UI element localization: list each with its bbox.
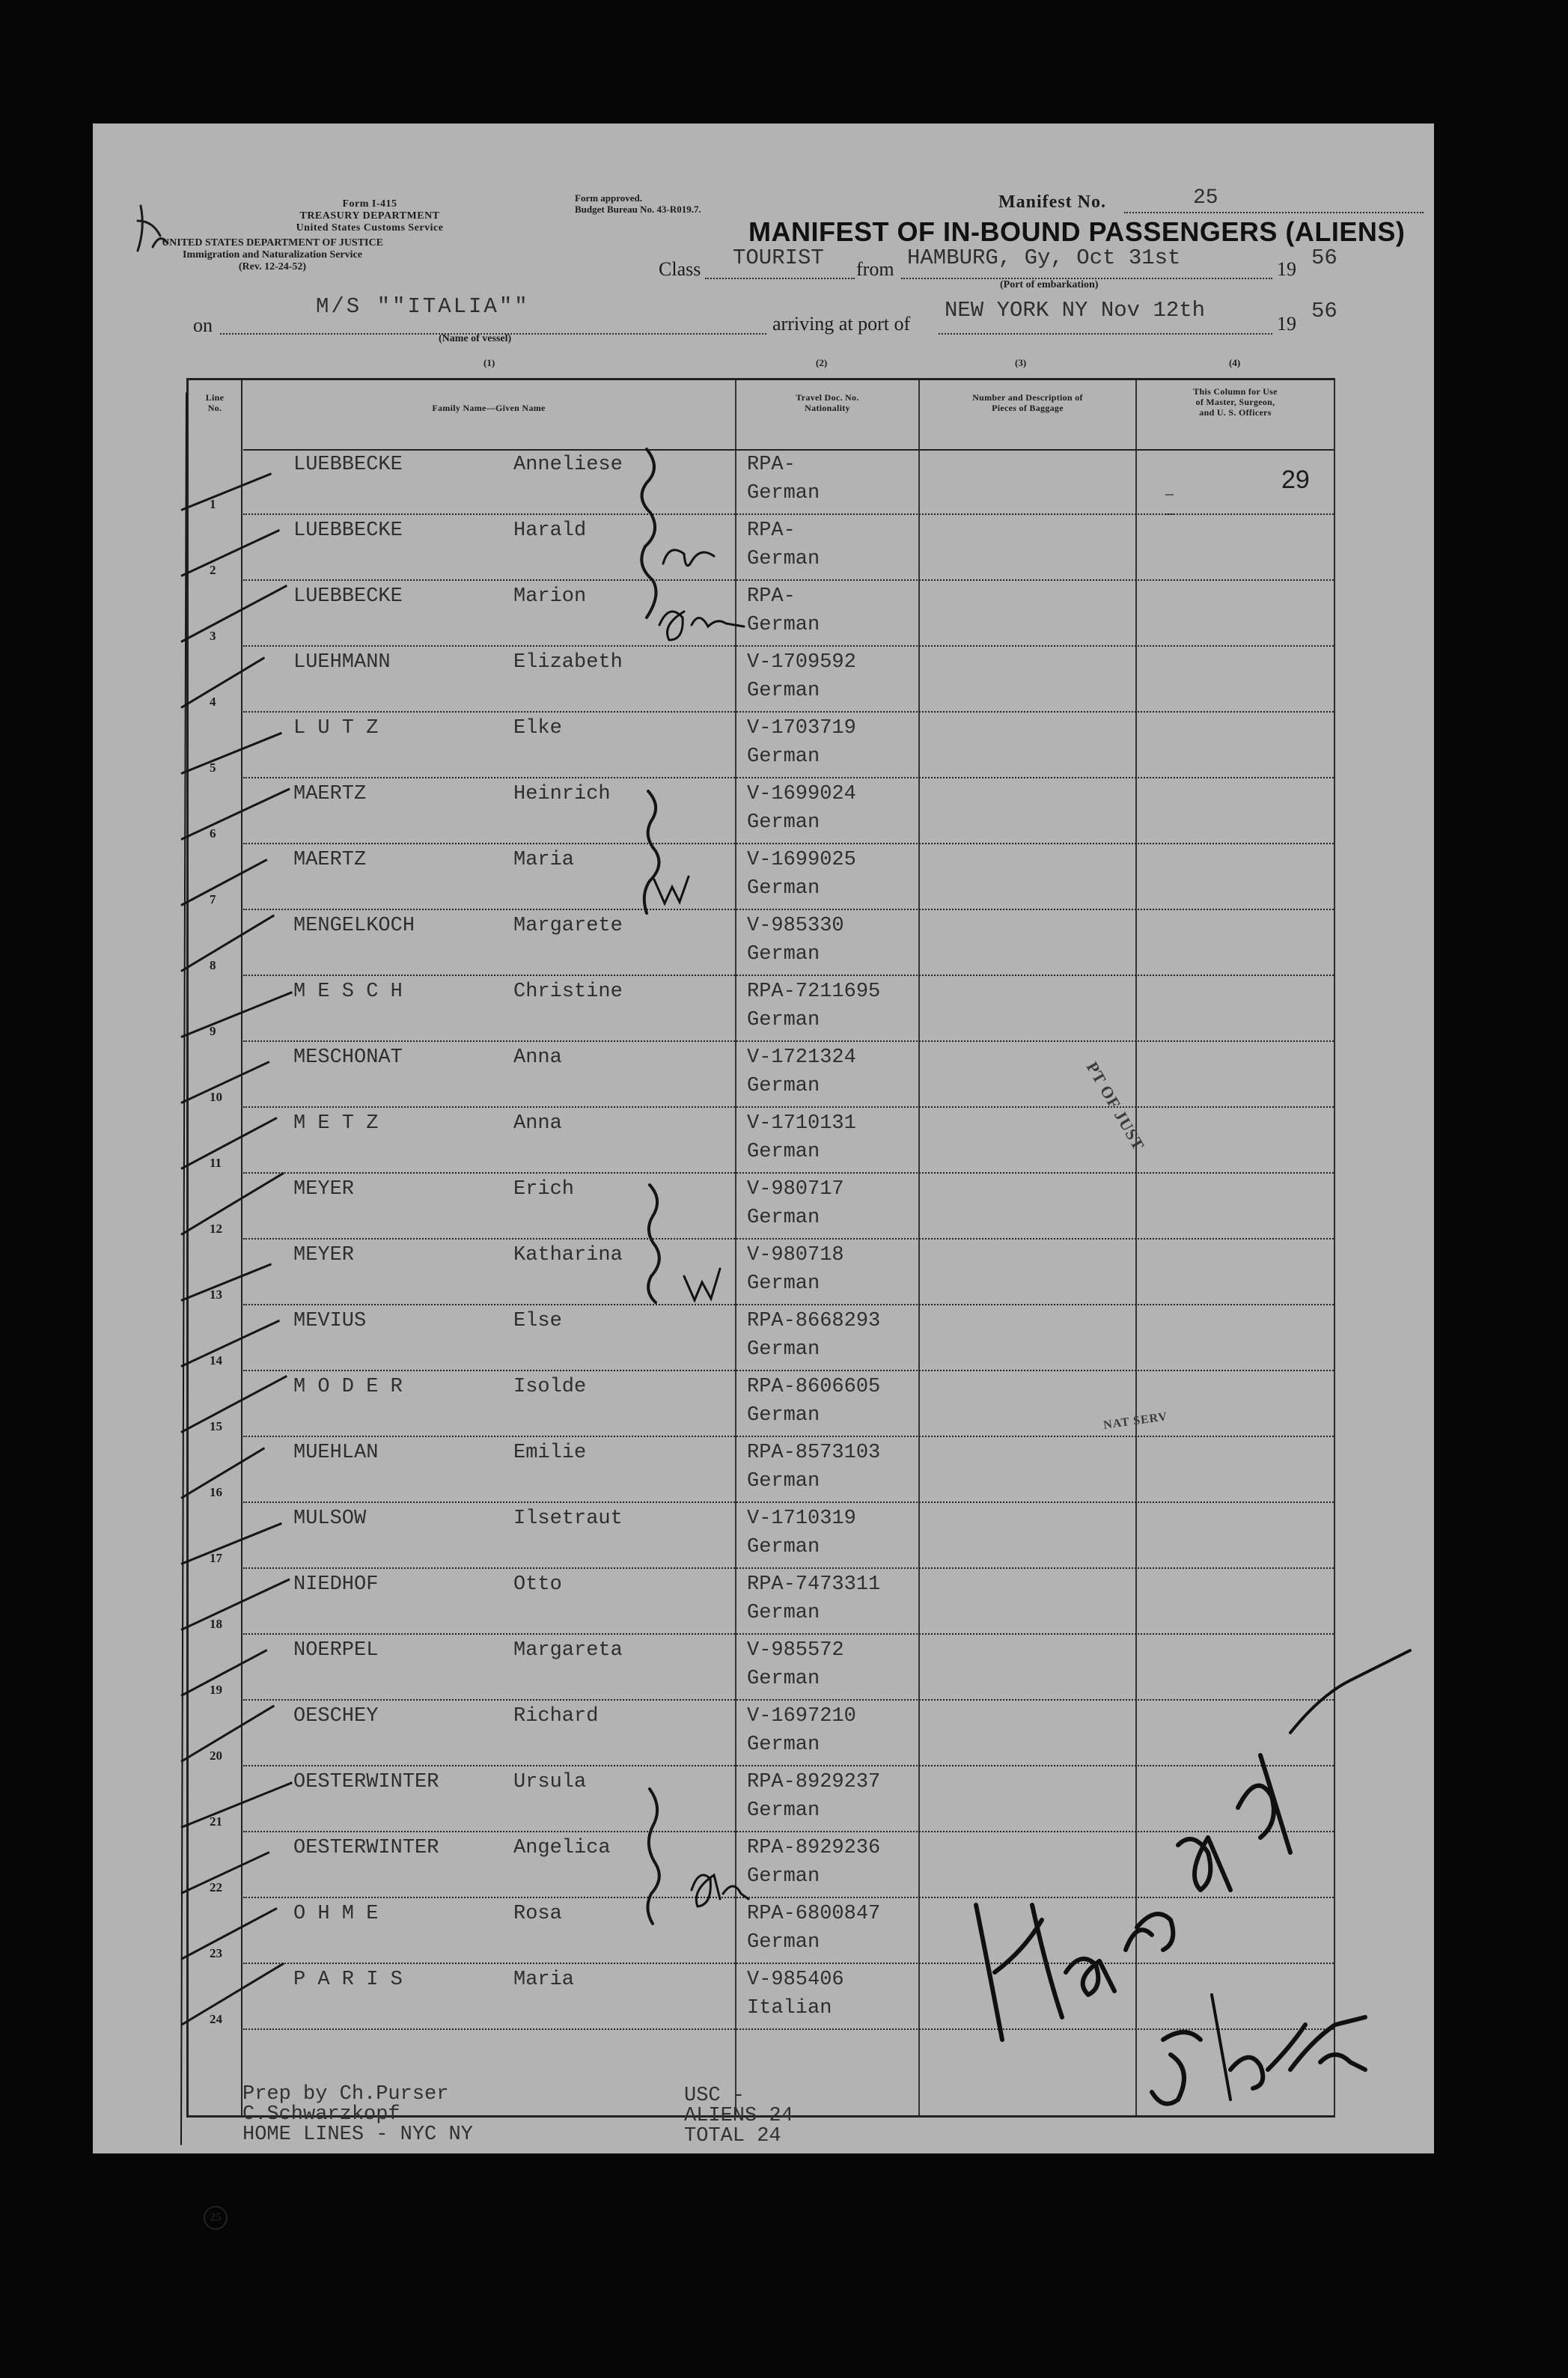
column-number: (2) (816, 357, 828, 368)
header-text: Line (205, 392, 225, 403)
vessel-caption: (Name of vessel) (439, 333, 512, 344)
travel-doc-number: V-1697210 (747, 1705, 856, 1728)
travel-doc-number: V-985406 (747, 1969, 844, 1991)
line-number: 21 (210, 1814, 222, 1829)
given-name: Margarete (513, 915, 623, 937)
travel-doc-number: RPA-7473311 (747, 1573, 881, 1596)
header-text: Travel Doc. No. (796, 392, 859, 403)
family-name: MULSOW (293, 1507, 367, 1530)
family-name: OESTERWINTER (293, 1837, 439, 1859)
dau-note (692, 1875, 748, 1906)
travel-doc-number: V-1709592 (747, 651, 856, 674)
nationality: German (747, 1272, 820, 1295)
family-name: MAERTZ (293, 849, 367, 871)
w-note (684, 1269, 720, 1300)
family-name: MENGELKOCH (293, 915, 415, 937)
given-name: Angelica (513, 1837, 611, 1859)
given-name: Richard (513, 1705, 599, 1728)
nationality: German (747, 877, 820, 900)
family-name: MEYER (293, 1178, 355, 1201)
header-name: Family Name—Given Name (432, 403, 546, 413)
line-number: 16 (210, 1485, 222, 1499)
given-name: Marion (513, 585, 587, 608)
year-value: 56 (1311, 246, 1337, 270)
header-text: and U. S. Officers (1199, 407, 1272, 418)
nationality: German (747, 1009, 820, 1031)
vessel-value: M/S ""ITALIA"" (316, 294, 530, 319)
line-number: 14 (210, 1353, 222, 1368)
arriving-label: arriving at port of (772, 313, 911, 335)
family-name: NOERPEL (293, 1639, 379, 1662)
approval-line: Budget Bureau No. 43-R019.7. (575, 204, 701, 215)
given-name: Maria (513, 849, 575, 871)
dept-line: Immigration and Naturalization Service (183, 249, 362, 260)
travel-doc-number: RPA-8929237 (747, 1771, 881, 1793)
line-number: 2 (210, 563, 216, 577)
column-number: (3) (1015, 357, 1027, 368)
nationality: German (747, 1141, 820, 1163)
totals-line: ALIENS 24 (684, 2105, 793, 2127)
given-name: Ilsetraut (513, 1507, 623, 1530)
family-name: OESCHEY (293, 1705, 379, 1728)
travel-doc-number: RPA-8929236 (747, 1837, 881, 1859)
given-name: Harald (513, 519, 587, 542)
nationality: German (747, 614, 820, 636)
line-number: 18 (210, 1617, 222, 1631)
nationality: German (747, 1207, 820, 1229)
line-number: 13 (210, 1287, 222, 1302)
line-number: 1 (210, 497, 216, 511)
manifest-page (93, 124, 1434, 2224)
travel-doc-number: V-980717 (747, 1178, 844, 1201)
class-label: Class (659, 258, 701, 280)
line-number: 5 (210, 760, 216, 775)
given-name: Otto (513, 1573, 562, 1596)
totals-line: TOTAL 24 (684, 2125, 781, 2147)
given-name: Erich (513, 1178, 575, 1201)
line-number: 12 (210, 1222, 222, 1236)
travel-doc-number: V-1710319 (747, 1507, 856, 1530)
line-number: 22 (210, 1880, 222, 1894)
approval-line: Form approved. (575, 192, 643, 204)
form-line: United States Customs Service (296, 222, 444, 234)
column-number: (4) (1229, 357, 1241, 368)
circled-page-number: 25 (204, 2206, 228, 2230)
given-name: Maria (513, 1969, 575, 1991)
class-value: TOURIST (733, 246, 824, 270)
given-name: Emilie (513, 1442, 587, 1464)
line-number: 6 (210, 826, 216, 841)
family-name: MEYER (293, 1244, 355, 1266)
travel-doc-number: V-1710131 (747, 1112, 856, 1135)
line-number: 3 (210, 629, 216, 643)
family-bracket (648, 1185, 659, 1302)
header-text: No. (207, 403, 222, 413)
port-caption: (Port of embarkation) (1000, 279, 1099, 290)
given-name: Anneliese (513, 454, 623, 476)
travel-doc-number: RPA-6800847 (747, 1903, 881, 1925)
nationality: German (747, 1734, 820, 1756)
totals-line: USC - (684, 2085, 745, 2107)
nationality: German (747, 1536, 820, 1558)
nationality: German (747, 1668, 820, 1690)
nationality: German (747, 1799, 820, 1822)
family-name: M E T Z (293, 1112, 379, 1135)
nationality: German (747, 1865, 820, 1888)
line-number: 9 (210, 1024, 216, 1038)
travel-doc-number: V-1703719 (747, 717, 856, 740)
family-name: LUEBBECKE (293, 454, 403, 476)
family-name: MESCHONAT (293, 1046, 403, 1069)
prep-line: HOME LINES - NYC NY (242, 2124, 473, 2146)
header-text: Number and Description of (972, 392, 1083, 403)
handwriting-layer (93, 124, 1434, 2153)
given-name: Christine (513, 981, 623, 1003)
year-prefix: 19 (1277, 258, 1296, 280)
nationality: German (747, 548, 820, 570)
family-name: MEVIUS (293, 1310, 367, 1332)
family-bracket (644, 791, 659, 913)
arrival-port-value: NEW YORK NY Nov 12th (945, 298, 1206, 323)
nationality: German (747, 1602, 820, 1624)
manifest-number-label: Manifest No. (998, 192, 1106, 212)
travel-doc-number: V-985572 (747, 1639, 844, 1662)
given-name: Elizabeth (513, 651, 623, 674)
family-name: P A R I S (293, 1969, 403, 1991)
rubber-stamp: PT OF JUST (1082, 1058, 1149, 1154)
dash-mark: – – (1165, 484, 1174, 522)
header-text: Pieces of Baggage (992, 403, 1064, 413)
nationality: German (747, 746, 820, 768)
prep-line: C.Schwarzkopf (242, 2103, 400, 2126)
line-number: 19 (210, 1683, 222, 1697)
family-name: LUEBBECKE (293, 585, 403, 608)
given-name: Ursula (513, 1771, 587, 1793)
line-number: 20 (210, 1749, 222, 1763)
family-name: OESTERWINTER (293, 1771, 439, 1793)
given-name: Isolde (513, 1376, 587, 1398)
dau-note (659, 612, 744, 640)
given-name: Elke (513, 717, 562, 740)
manifest-number: 25 (1193, 186, 1218, 210)
travel-doc-number: RPA-8668293 (747, 1310, 881, 1332)
line-number: 11 (210, 1156, 222, 1170)
nationality: German (747, 1338, 820, 1361)
family-name: LUEBBECKE (293, 519, 403, 542)
nationality: German (747, 1931, 820, 1954)
dept-line: (Rev. 12-24-52) (238, 261, 307, 272)
family-name: L U T Z (293, 717, 379, 740)
nationality: German (747, 680, 820, 702)
line-number: 15 (210, 1419, 222, 1433)
column-number: (1) (483, 357, 495, 368)
family-name: MUEHLAN (293, 1442, 379, 1464)
given-name: Rosa (513, 1903, 562, 1925)
travel-doc-number: RPA-8573103 (747, 1442, 881, 1464)
family-name: M E S C H (293, 981, 403, 1003)
w-note (654, 876, 689, 903)
year-value: 56 (1311, 299, 1337, 323)
nationality: German (747, 482, 820, 504)
family-bracket (641, 449, 656, 618)
officer-count: 29 (1281, 466, 1310, 494)
page-title: MANIFEST OF IN-BOUND PASSENGERS (ALIENS) (748, 216, 1406, 247)
nationality: German (747, 1470, 820, 1493)
travel-doc-number: RPA-7211695 (747, 981, 881, 1003)
from-label: from (856, 258, 894, 280)
margin-signature (138, 206, 168, 251)
given-name: Katharina (513, 1244, 623, 1266)
travel-doc-number: V-980718 (747, 1244, 844, 1266)
header-text: This Column for Use (1193, 386, 1278, 397)
line-number: 7 (210, 892, 216, 906)
nationality: German (747, 1075, 820, 1097)
line-number: 4 (210, 695, 216, 709)
header-text: of Master, Surgeon, (1195, 397, 1275, 407)
given-name: Margareta (513, 1639, 623, 1662)
travel-doc-number: V-1699024 (747, 783, 856, 805)
travel-doc-number: RPA- (747, 519, 796, 542)
nationality: German (747, 943, 820, 966)
line-number: 24 (210, 2012, 222, 2026)
year-prefix: 19 (1277, 313, 1296, 335)
travel-doc-number: RPA-8606605 (747, 1376, 881, 1398)
travel-doc-number: V-985330 (747, 915, 844, 937)
given-name: Anna (513, 1046, 562, 1069)
travel-doc-number: V-1699025 (747, 849, 856, 871)
nationality: German (747, 1404, 820, 1427)
given-name: Anna (513, 1112, 562, 1135)
signature (976, 1650, 1410, 2104)
line-number: 23 (210, 1946, 222, 1960)
son-note (663, 550, 714, 566)
line-number: 10 (210, 1090, 222, 1104)
form-line: TREASURY DEPARTMENT (299, 210, 440, 222)
from-value: HAMBURG, Gy, Oct 31st (907, 246, 1181, 270)
family-name: MAERTZ (293, 783, 367, 805)
given-name: Heinrich (513, 783, 611, 805)
dept-line: UNITED STATES DEPARTMENT OF JUSTICE (162, 237, 383, 249)
family-name: LUEHMANN (293, 651, 391, 674)
family-name: O H M E (293, 1903, 379, 1925)
nationality: German (747, 811, 820, 834)
given-name: Else (513, 1310, 562, 1332)
travel-doc-number: RPA- (747, 454, 796, 476)
travel-doc-number: V-1721324 (747, 1046, 856, 1069)
family-bracket (647, 1789, 659, 1924)
travel-doc-number: RPA- (747, 585, 796, 608)
on-label: on (193, 314, 213, 336)
form-line: Form I-415 (342, 198, 397, 210)
nationality: Italian (747, 1997, 832, 2019)
header-text: Nationality (805, 403, 850, 413)
family-name: M O D E R (293, 1376, 403, 1398)
rubber-stamp: NAT SERV (1102, 1410, 1169, 1432)
family-name: NIEDHOF (293, 1573, 379, 1596)
line-number: 8 (210, 958, 216, 972)
line-number: 17 (210, 1551, 222, 1565)
prep-line: Prep by Ch.Purser (242, 2083, 449, 2106)
